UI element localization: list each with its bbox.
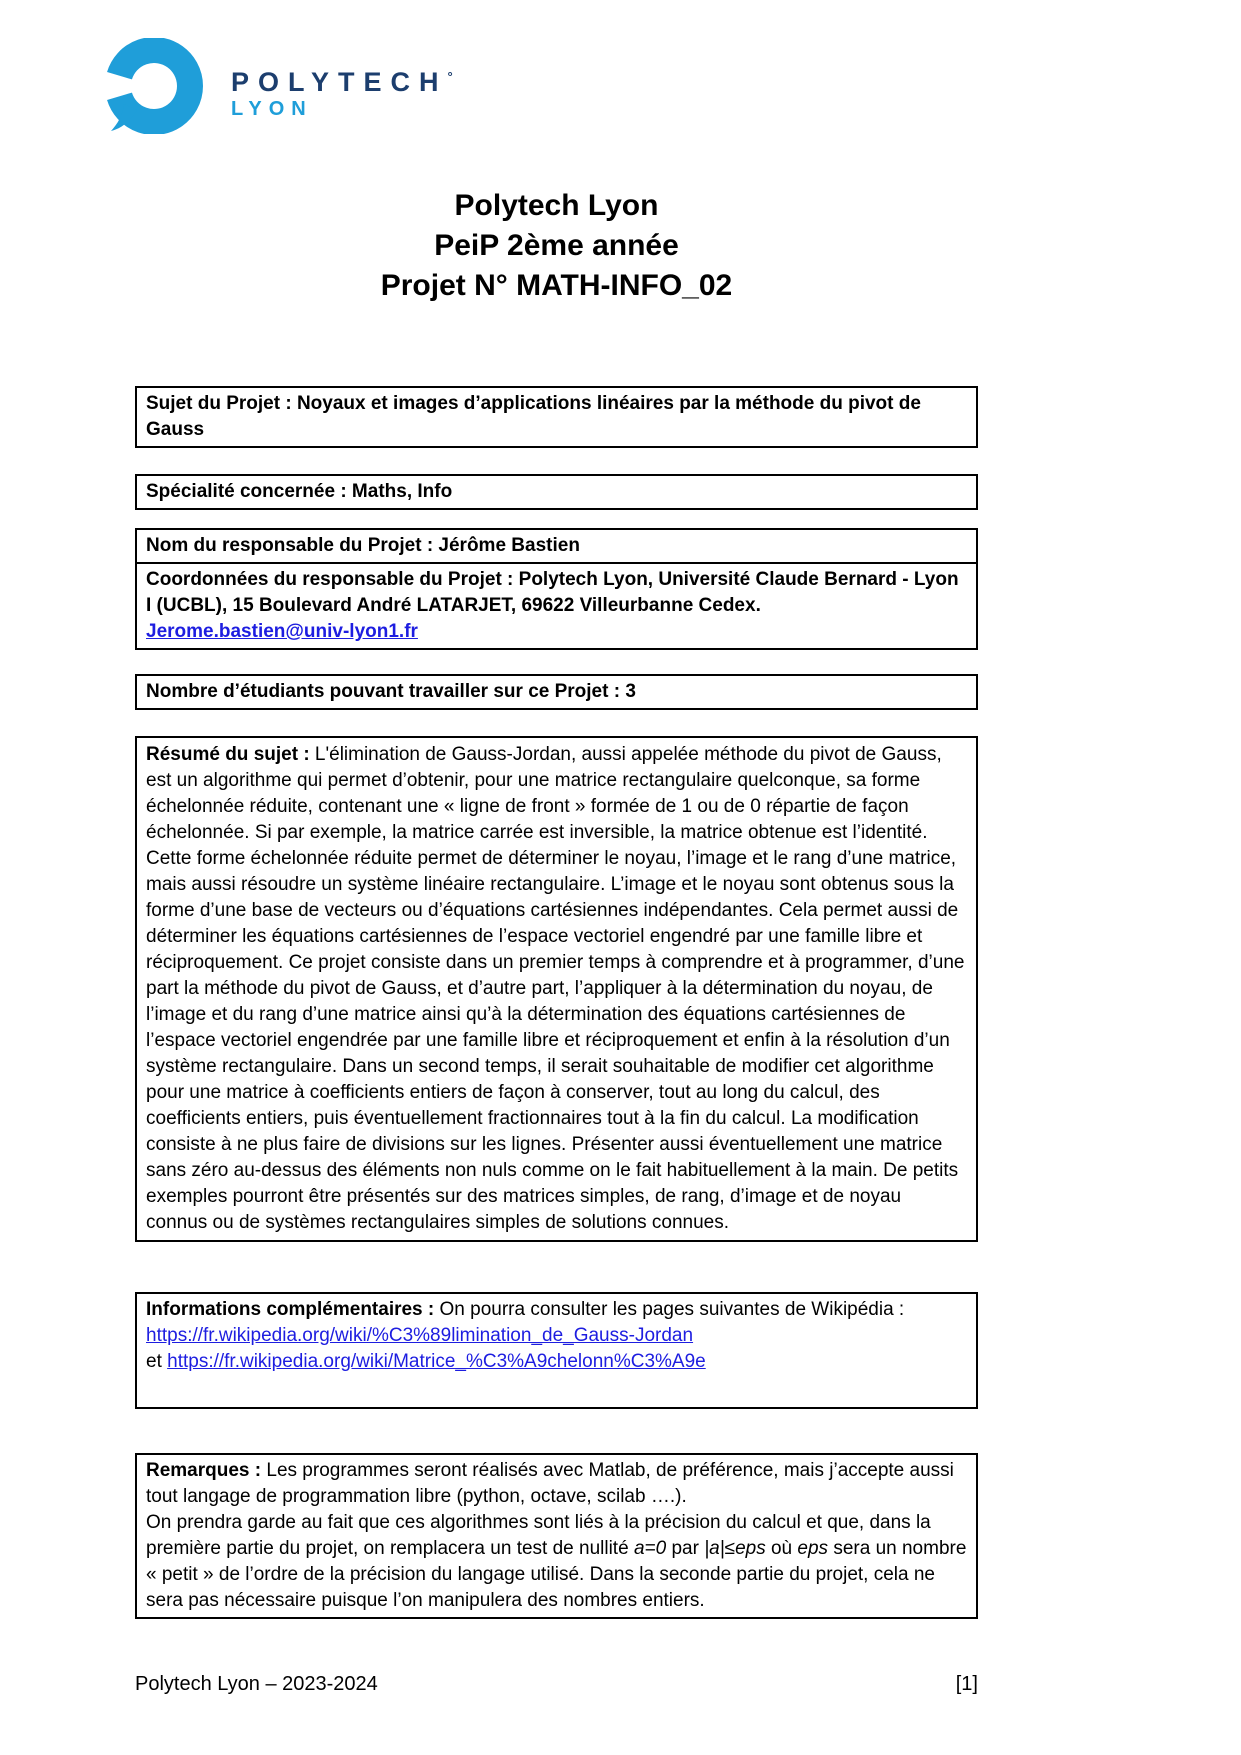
- remarques-abs-a-leq-eps: |a|≤eps: [704, 1538, 766, 1559]
- responsable-nom-text: Nom du responsable du Projet : Jérôme Bastien: [146, 535, 580, 556]
- specialite-text: Spécialité concernée : Maths, Info: [146, 481, 453, 502]
- polytech-logo: [95, 38, 453, 139]
- polytech-logo-icon: [95, 38, 217, 139]
- responsable-nom-row: [137, 530, 976, 562]
- etudiants-text: Nombre d’étudiants pouvant travailler sur ce Projet : 3: [146, 681, 636, 702]
- informations-link2-prefix: et: [146, 1351, 168, 1372]
- remarques-var-eps: eps: [797, 1538, 829, 1559]
- remarques-p2-post: sera un nombre « petit » de l’ordre de la précision du langage utilisé. Dans la seconde partie du projet, cela ne sera pas nécessaire puisque l’on manipulera des nombres entiers.: [146, 1538, 967, 1611]
- remarques-p2-pre: On prendra garde au fait que ces algorithmes sont liés à la précision du calcul et que, dans la première partie du projet, on remplacera un test de nullité: [146, 1512, 931, 1559]
- resume-box: [135, 736, 978, 1242]
- responsable-coordonnees-row: [137, 562, 976, 648]
- logo-city-text: LYON: [231, 98, 313, 120]
- title-line-program: PeiP 2ème année: [434, 229, 679, 262]
- wikipedia-matrice-echelonnee-link[interactable]: https://fr.wikipedia.org/wiki/Matrice_%C3%A9chelonn%C3%A9e: [167, 1351, 706, 1372]
- title-line-project: Projet N° MATH-INFO_02: [380, 269, 733, 302]
- document-title: [135, 186, 978, 306]
- responsable-email-link[interactable]: Jerome.bastien@univ-lyon1.fr: [146, 621, 418, 642]
- remarques-paragraph-2: [146, 1510, 967, 1614]
- footer-school-year: Polytech Lyon – 2023-2024: [135, 1673, 378, 1695]
- sujet-box: [135, 386, 978, 448]
- remarques-box: [135, 1453, 978, 1619]
- etudiants-box: [135, 674, 978, 710]
- responsable-box: [135, 528, 978, 650]
- wikipedia-gauss-jordan-link[interactable]: https://fr.wikipedia.org/wiki/%C3%89limination_de_Gauss-Jordan: [146, 1325, 694, 1346]
- informations-box: [135, 1292, 978, 1409]
- informations-label: Informations complémentaires :: [146, 1299, 435, 1320]
- remarques-var-a-equals-0: a=0: [633, 1538, 667, 1559]
- informations-text: On pourra consulter les pages suivantes de Wikipédia :: [434, 1299, 905, 1320]
- page-footer: [135, 1671, 978, 1697]
- remarques-label: Remarques :: [146, 1460, 262, 1481]
- resume-label: Résumé du sujet :: [146, 744, 310, 765]
- remarques-p1-text: Les programmes seront réalisés avec Matlab, de préférence, mais j’accepte aussi tout langage de programmation libre (python, octave, scilab ….).: [146, 1460, 954, 1507]
- remarques-paragraph-1: [146, 1458, 967, 1510]
- logo-brand-text: POLYTECH°: [231, 67, 453, 97]
- title-line-school: Polytech Lyon: [454, 189, 659, 222]
- remarques-p2-m1: par: [666, 1538, 705, 1559]
- remarques-p2-m2: où: [765, 1538, 798, 1559]
- resume-text: L'élimination de Gauss-Jordan, aussi appelée méthode du pivot de Gauss, est un algorithme qui permet d’obtenir, pour une matrice rectangulaire quelconque, sa forme échelonnée réduite, contenant une « ligne de front » formée de 1 ou de 0 répartie de façon échelonnée. Si par exemple, la matrice carrée est inversible, la matrice obtenue est l’identité. Cette forme échelonnée réduite permet de déterminer le noyau, l’image et le rang d’une matrice, mais aussi résoudre un système linéaire rectangulaire. L’image et le noyau sont obtenus sous la forme d’une base de vecteurs ou d’équations cartésiennes indépendantes. Cela permet aussi de déterminer les équations cartésiennes de l’espace vectoriel engendré par une famille libre et réciproquement. Ce projet consiste dans un premier temps à comprendre et à programmer, d’une part la méthode du pivot de Gauss, et d’autre part, l’appliquer à la détermination du noyau, de l’image et du rang d’une matrice ainsi qu’à la détermination des équations cartésiennes de l’espace vectoriel engendrée par une famille libre et réciproquement et enfin à la résolution d’un système rectangulaire. Dans un second temps, il serait souhaitable de modifier cet algorithme pour une matrice à coefficients entiers de façon à conserver, tout au long du calcul, des coefficients entiers, puis éventuellement fractionnaires tout à la fin du calcul. La modification consiste à ne plus faire de divisions sur les lignes. Présenter aussi éventuellement une matrice sans zéro au-dessus des éléments non nuls comme on le fait habituellement à la main. De petits exemples pourront être présentés sur des matrices simples, de rang, d’image et de noyau connus ou de systèmes rectangulaires simples de solutions connues.: [146, 744, 965, 1233]
- sujet-text: Sujet du Projet : Noyaux et images d’applications linéaires par la méthode du pivot de Gauss: [146, 393, 921, 440]
- responsable-coordonnees-text: Coordonnées du responsable du Projet : Polytech Lyon, Université Claude Bernard - Lyon I (UCBL), 15 Boulevard André LATARJET, 69622 Villeurbanne Cedex.: [146, 569, 959, 616]
- footer-page-number: [1]: [955, 1673, 978, 1695]
- specialite-box: [135, 474, 978, 510]
- document-body: [135, 0, 978, 1619]
- logo-registered-mark: °: [447, 69, 453, 84]
